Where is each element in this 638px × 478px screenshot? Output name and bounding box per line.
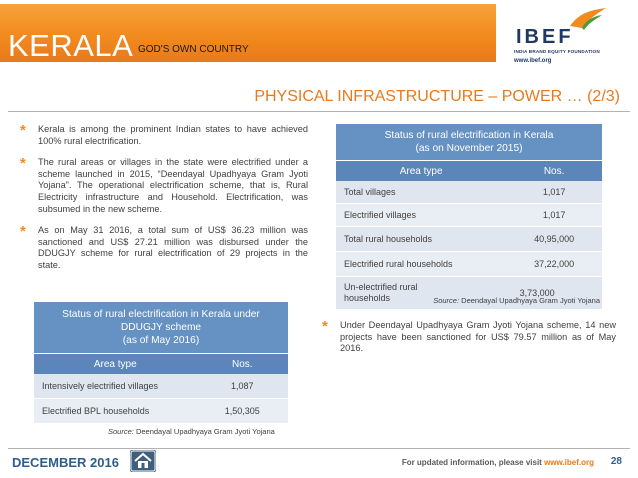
home-icon-glyph [130,450,156,472]
cell-nos: 40,95,000 [534,234,575,244]
cell-nos: 37,22,000 [534,259,575,269]
table-row [34,374,288,399]
asterisk-icon: * [20,155,26,173]
table-header-row [336,161,602,181]
footer-divider [8,448,630,449]
cell-area-type: Total villages [344,186,396,197]
table-title-line: Status of rural electrification in Kerala [384,130,554,141]
ibef-logo[interactable] [504,6,634,66]
footer-date: DECEMBER 2016 [12,455,119,470]
logo-url[interactable]: www.ibef.org [514,58,552,64]
asterisk-icon: * [20,223,26,241]
bullet-item [20,124,308,147]
table-row [336,204,602,227]
table-row [336,181,602,204]
bullet-text: The rural areas or villages in the state were electrified under a scheme launched in 2015, “Deendayal Upadhyaya Gram Jyoti Yojana”. The operational electrification scheme, that is, Rural Electricity infrastructure and Household. Electrification, was subsumed in the new scheme. [38,157,308,214]
cell-nos: 3,73,000 [519,288,555,298]
ddugjy-table [34,302,288,424]
cell-area-type: Electrified rural households [344,258,453,269]
state-title: KERALA [8,28,134,63]
cell-area-type: Electrified BPL households [42,405,150,416]
asterisk-icon: * [20,122,26,139]
table-title [34,302,288,354]
footer-note-text: For updated information, please visit [401,458,545,467]
source-text: Deendayal Upadhyaya Gram Jyoti Yojana [461,296,600,305]
column-header-nos: Nos. [231,358,253,370]
table-title-line: (as of May 2016) [122,335,200,346]
source-text: Deendayal Upadhyaya Gram Jyoti Yojana [135,427,275,436]
column-header-area-type: Area type [399,165,443,177]
bullet-text: Kerala is among the prominent Indian states to have achieved 100% rural electrification. [38,124,308,146]
bullet-text: Under Deendayal Upadhyaya Gram Jyoti Yojana scheme, 14 new projects have been sanctioned for US$ 79.57 million as of May 2016. [340,320,616,354]
cell-area-type: Electrified villages [344,209,417,220]
table2-source [108,427,275,436]
table1-source [433,296,600,305]
table-title-line: (as on November 2015) [415,143,523,154]
state-tagline: GOD'S OWN COUNTRY [138,44,249,55]
cell-area-type: Un-electrified rural households [344,282,418,303]
table-title-line: Status of rural electrification in Kerala under [62,309,260,320]
rural-electrification-table [336,124,602,310]
home-icon[interactable] [130,450,156,472]
footer-url-link[interactable]: www.ibef.org [544,458,594,467]
table-body [34,374,288,424]
table-title-line: DDUGJY scheme [120,322,202,333]
cell-area-type: Total rural households [344,233,433,244]
bullet-item [20,157,308,215]
column-header-nos: Nos. [543,165,565,177]
table-row [336,277,602,310]
table-row [336,252,602,277]
table-body [336,181,602,310]
column-header-area-type: Area type [93,358,137,370]
bullet-item [322,320,616,355]
bullet-text: As on May 31 2016, a total sum of US$ 36.23 million was sanctioned and US$ 27.21 million was disbursed under the DDUGJY scheme for rural electrification of 29 projects in the state. [38,225,308,270]
section-title: PHYSICAL INFRASTRUCTURE – POWER … (2/3) [254,88,620,105]
cell-nos: 1,017 [542,187,566,197]
logo-name: IBEF [516,26,574,48]
title-divider [8,111,630,112]
table-title [336,124,602,161]
source-label: Source: [433,296,460,305]
source-label: Source: [108,427,134,436]
table-row [336,227,602,252]
cell-nos: 1,50,305 [224,406,260,416]
footer-note [402,458,594,467]
cell-area-type: Intensively electrified villages [42,380,159,391]
bird-logo-icon [568,6,608,32]
cell-nos: 1,087 [231,381,254,391]
logo-subtitle: INDIA BRAND EQUITY FOUNDATION [514,49,600,54]
header [0,0,638,70]
asterisk-icon: * [322,318,328,335]
bullet-item [20,225,308,271]
page-number: 28 [610,456,622,467]
table-row [34,399,288,424]
table-header-row [34,354,288,374]
cell-nos: 1,017 [542,210,566,220]
bullet-list [20,124,308,282]
